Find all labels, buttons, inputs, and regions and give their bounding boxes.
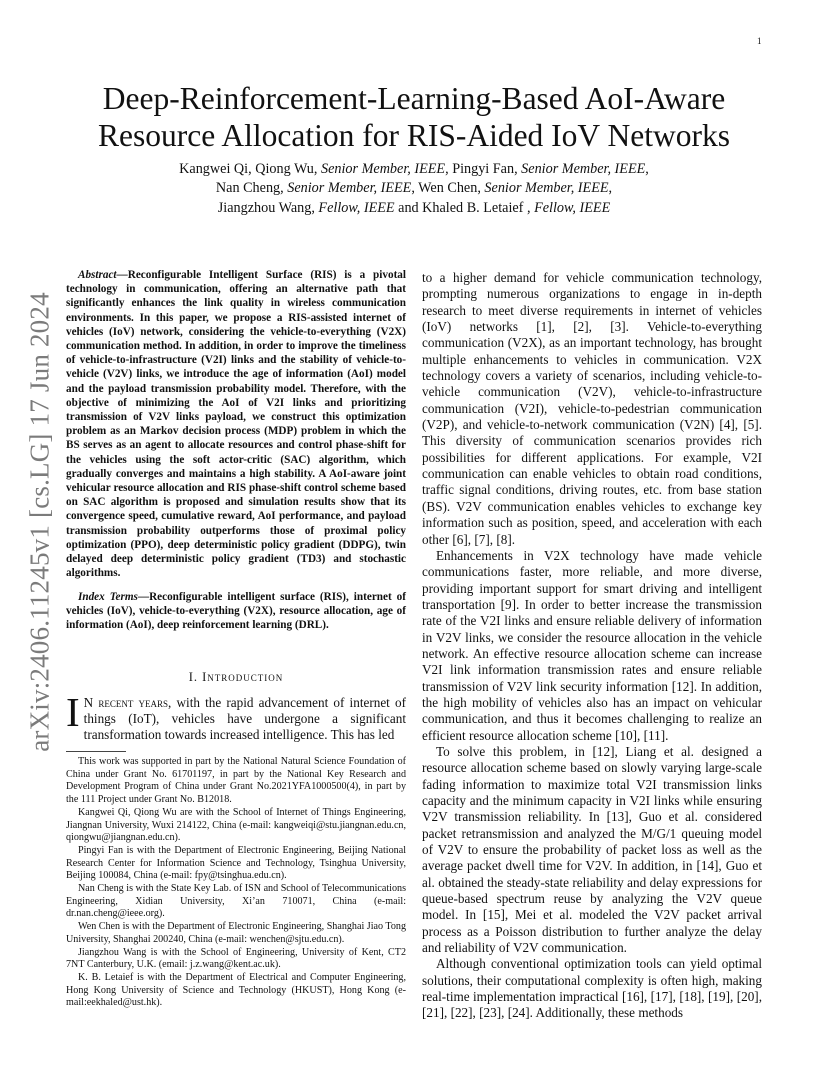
author-affil: Senior Member, IEEE [320, 161, 446, 177]
author-sep: , [608, 180, 613, 197]
page-number: 1 [757, 36, 762, 46]
intro-smallcaps: N recent years, [83, 695, 172, 710]
author-names: and Khaled B. Letaief , [394, 199, 535, 216]
author-names: Kangwei Qi, Qiong Wu, [179, 161, 321, 177]
abstract-text: —Reconfigurable Intelligent Surface (RIS) is a pivotal technology in communication, offering an alternative path that significantly enhances the link quality in wireless communication environments. In this paper, we propose a RIS-assisted internet of vehicles (IoV) network, considering the vehicle-to-everything (V2X) communication method. In addition, in order to improve the timeliness of vehicle-to-infrastructure (V2I) links and the stability of vehicle-to-vehicle (V2V) links, we introduce the age of information (AoI) model and the payload transmission probability model. Therefore, with the objective of minimizing the AoI of V2I links and prioritizing transmission of V2V links payload, we construct this optimization problem as an Markov decision process (MDP) problem in which the BS serves as an agent to allocate resources and control phase-shift for the vehicles using the soft actor-critic (SAC) algorithm, which gradually converges and maintains a high stability. A AoI-aware joint vehicular resource allocation and RIS phase-shift control scheme based on SAC algorithm is proposed and simulation results show that its convergence speed, cumulative reward, AoI performance, and payload transmission probability outperforms those of proximal policy optimization (PPO), deep deterministic policy gradient (DDPG), twin delayed deep deterministic policy gradient (TD3) and stochastic algorithms. [66, 269, 406, 580]
section-heading [66, 670, 406, 685]
intro-paragraph [66, 689, 406, 744]
author-line-2 [66, 179, 762, 198]
footnote: Nan Cheng is with the State Key Lab. of ISN and School of Telecommunications Engineering, Xidian University, Xi’an 710071, China (e-mail: dr.nan.cheng@ieee.org). [66, 883, 406, 920]
body-paragraph: Although conventional optimization tools can yield optimal solutions, their computational complexity is often high, making real-time implementation impractical [16], [17], [18], [19], [20], [21], [22], [23], [24]. Additionally, these methods [422, 956, 762, 1021]
arxiv-stamp-text: arXiv:2406.11245v1 [cs.LG] 17 Jun 2024 [24, 292, 55, 752]
section-title: Introduction [202, 670, 284, 684]
footnote: This work was supported in part by the National Natural Science Foundation of China under Grant No. 61701197, in part by the National Key Research and Development Program of China under Grant No.2021YFA1000500(4), in part by the 111 Project under Grant No. B12018. [66, 756, 406, 806]
paper-title: Deep-Reinforcement-Learning-Based AoI-Aware Resource Allocation for RIS-Aided IoV Networks [98, 81, 730, 153]
index-terms-label: Index Terms [78, 591, 138, 603]
body-paragraph: Enhancements in V2X technology have made vehicle communications faster, more reliable, and more diverse, providing important support for smart driving and intelligent transportation [9]. In order to better increase the transmission rate of the V2I links and ensure reliable delivery of information in V2V links, we consider the resource allocation in the vehicle network. An effective resource allocation scheme can increase V2I link information transmission rates and ensure reliable transmission of V2V link security information [12]. In addition, the high mobility of vehicles also has an impact on vehicular communication, and thus it becomes challenging to realize an efficient resource allocation scheme [10], [11]. [422, 547, 762, 743]
author-names: Jiangzhou Wang, [217, 199, 319, 216]
author-line-1 [66, 160, 762, 179]
index-terms-text: —Reconfigurable intelligent surface (RIS), internet of vehicles (IoV), vehicle-to-everything (V2X), resource allocation, age of information (AoI), deep reinforcement learning (DRL). [66, 591, 406, 632]
author-sep: , [645, 161, 649, 177]
index-terms [66, 590, 406, 633]
footnotes [66, 756, 406, 1010]
abstract [66, 268, 406, 580]
right-column [422, 270, 762, 1022]
intro-text: with the rapid advancement of internet of things (IoT), vehicles have undergone a significant transformation towards increased intelligence. This has led [83, 695, 406, 743]
body-paragraph: To solve this problem, in [12], Liang et al. designed a resource allocation scheme based on slowly varying large-scale fading information to maximize total V2I transmission links capacity and the minimum capacity in V2I links while ensuring V2V transmission reliability. In [13], Guo et al. considered packet retransmission and analyzed the M/G/1 queuing model of V2V to ensure the probability of packet loss as well as the average packet dwell time for V2V. In addition, in [14], Guo et al. obtained the steady-state reliability and delay expressions for queue-based spectrum reuse by analyzing the V2V queue model. In [15], Mei et al. modeled the V2V packet arrival process as a Poisson distribution to further analyze the delay and reliability of V2V communication. [422, 743, 762, 956]
author-affil: Senior Member, IEEE [287, 180, 412, 197]
abstract-label: Abstract [78, 269, 117, 281]
footnote-rule [66, 751, 126, 752]
author-names: Nan Cheng, [215, 180, 288, 197]
footnote: Jiangzhou Wang is with the School of Engineering, University of Kent, CT2 7NT Canterbury, U.K. (email: j.z.wang@kent.ac.uk). [66, 946, 406, 971]
section-number: I. [188, 670, 203, 684]
footnote: Kangwei Qi, Qiong Wu are with the School of Internet of Things Engineering, Jiangnan University, Wuxi 214122, China (e-mail: kangweiqi@stu.jiangnan.edu.cn, qiongwu@jiangnan.edu.cn). [66, 806, 406, 844]
author-affil: Fellow, IEEE [318, 199, 395, 216]
author-affil: Fellow, IEEE [534, 199, 611, 216]
author-list [66, 160, 762, 218]
footnote: Pingyi Fan is with the Department of Electronic Engineering, Beijing National Research Center for Information Science and Technology, Tsinghua University, Beijing 100084, China (e-mail: fpy@tsinghua.edu.cn). [66, 844, 406, 882]
author-names: , Pingyi Fan, [445, 161, 522, 177]
body-paragraph: to a higher demand for vehicle communication technology, prompting numerous organizations to engage in in-depth research to meet diverse requirements in internet of vehicles (IoV) networks [1], [2], [3]. Vehicle-to-everything communication (V2X), as an important technology, has brought multiple enhancements to vehicles in communication. V2X technology covers a variety of scenarios, including vehicle-to-vehicle communication (V2V), vehicle-to-infrastructure communication (V2I), vehicle-to-pedestrian communication (V2P), and vehicle-to-network communication (V2N) [4], [5]. This diversity of communication scenarios provides rich possibilities for different applications. For example, V2I communication can enable vehicles to obtain road conditions, traffic signal conditions, driving routes, etc. from base station (BS). V2V communication enables vehicles to exchange key information such as position, speed, and acceleration with each other [6], [7], [8]. [422, 270, 762, 547]
author-names: , Wen Chen, [411, 180, 485, 197]
drop-cap: I [66, 689, 80, 735]
footnote: K. B. Letaief is with the Department of Electrical and Computer Engineering, Hong Kong University of Science and Technology (HKUST), Hong Kong (e-mail:eekhaled@ust.hk). [66, 971, 406, 1009]
footnote: Wen Chen is with the Department of Electronic Engineering, Shanghai Jiao Tong University, Shanghai 200240, China (e-mail: wenchen@sjtu.edu.cn). [66, 921, 406, 945]
author-affil: Senior Member, IEEE [521, 161, 646, 177]
author-affil: Senior Member, IEEE [484, 180, 609, 197]
author-line-3 [66, 199, 762, 218]
